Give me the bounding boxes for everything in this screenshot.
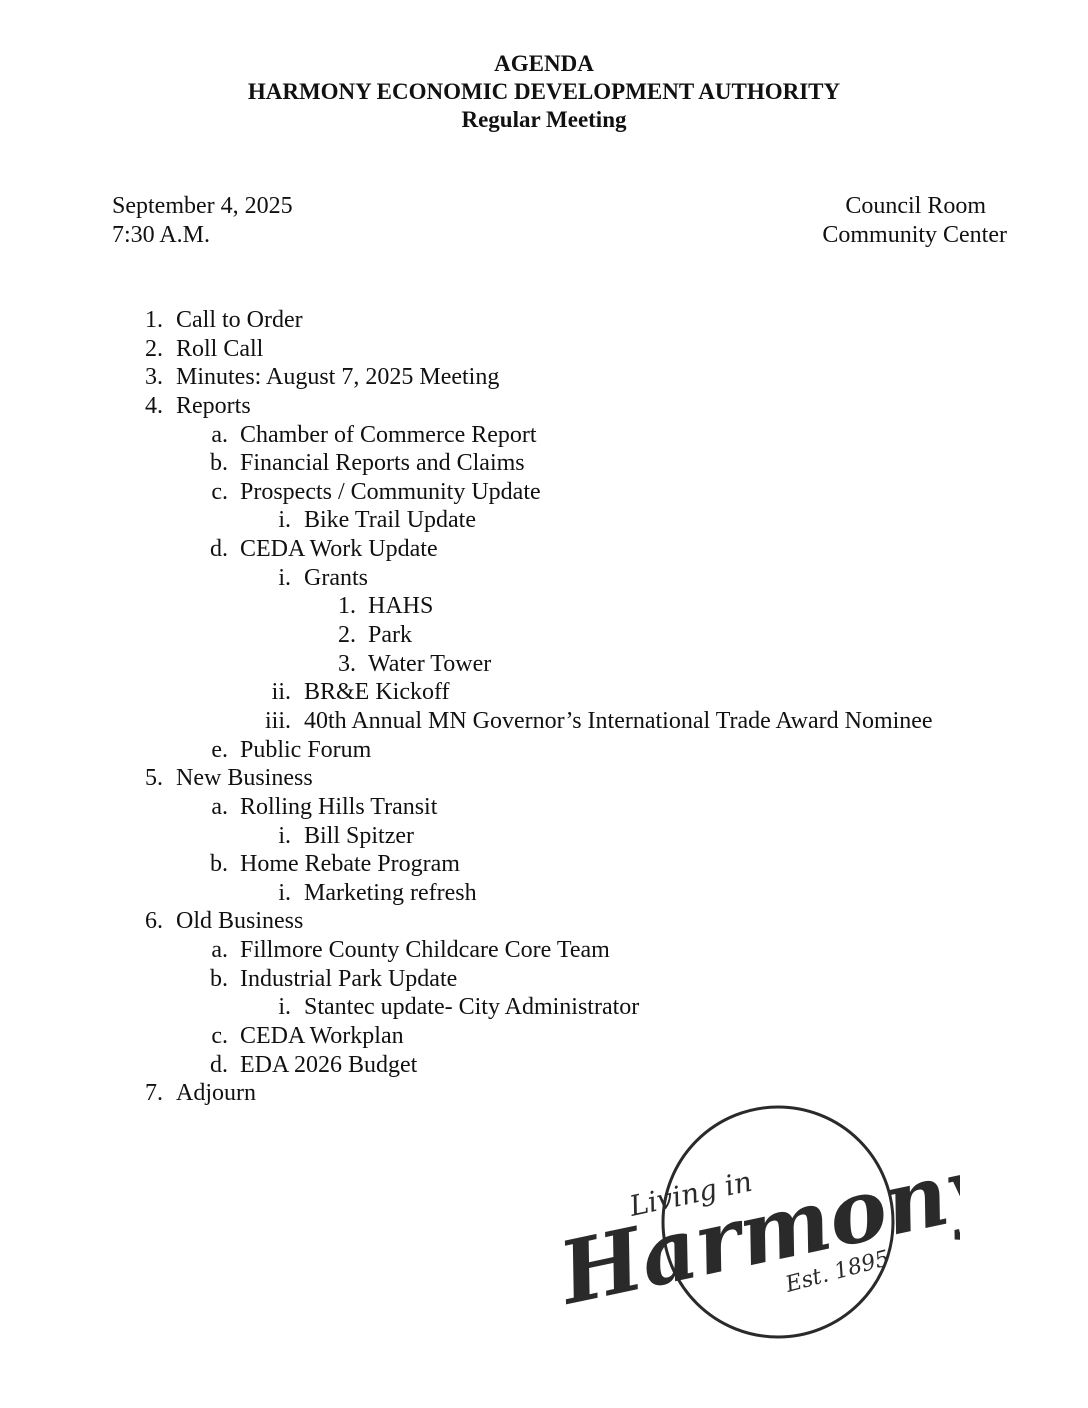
logo-main-text: Harmony	[560, 1133, 960, 1325]
agenda-item-text: Park	[368, 622, 412, 649]
agenda-item	[0, 592, 1088, 621]
agenda-item	[0, 478, 1088, 507]
agenda-item	[0, 335, 1088, 364]
agenda-item-marker: i.	[278, 994, 291, 1021]
agenda-item-marker: a.	[211, 793, 228, 820]
agenda-item	[0, 850, 1088, 879]
agenda-item-marker: 5.	[145, 765, 163, 792]
agenda-item-marker: 1.	[145, 307, 163, 333]
agenda-item	[0, 306, 1088, 335]
agenda-item-marker: i.	[278, 822, 291, 849]
meeting-type: Regular Meeting	[461, 107, 627, 132]
agenda-item-marker: c.	[211, 1023, 228, 1050]
agenda-item-text: Rolling Hills Transit	[240, 793, 438, 820]
agenda-item-text: Water Tower	[368, 650, 492, 677]
agenda-item	[0, 506, 1088, 535]
agenda-item-text: 40th Annual MN Governor’s International Trade Award Nominee	[304, 707, 933, 734]
agenda-item	[0, 993, 1088, 1022]
agenda-item-text: Minutes: August 7, 2025 Meeting	[176, 364, 500, 391]
agenda-item-text: Fillmore County Childcare Core Team	[240, 937, 610, 964]
agenda-item-marker: c.	[211, 478, 228, 505]
agenda-item-text: Roll Call	[176, 335, 264, 362]
agenda-item	[0, 621, 1088, 650]
meeting-date: September 4, 2025	[112, 193, 293, 219]
agenda-item	[0, 363, 1088, 392]
agenda-item-marker: 4.	[145, 392, 163, 419]
agenda-item	[0, 678, 1088, 707]
living-in-harmony-logo	[560, 1104, 960, 1344]
agenda-item	[0, 707, 1088, 736]
agenda-item-marker: 3.	[145, 364, 163, 391]
agenda-item	[0, 1051, 1088, 1080]
meeting-time: 7:30 A.M.	[112, 222, 211, 248]
logo-est-text: Est. 1895	[783, 1246, 893, 1298]
agenda-item-marker: 1.	[338, 593, 356, 620]
agenda-item	[0, 793, 1088, 822]
agenda-item-marker: i.	[278, 879, 291, 906]
agenda-item-text: Bill Spitzer	[304, 822, 414, 849]
logo-top-text: Living in	[626, 1164, 755, 1223]
agenda-heading: AGENDA	[494, 51, 594, 76]
agenda-item	[0, 764, 1088, 793]
agenda-item-text: Old Business	[176, 908, 304, 935]
agenda-item-marker: b.	[210, 965, 228, 992]
agenda-item-text: Stantec update- City Administrator	[304, 994, 640, 1021]
agenda-item	[0, 449, 1088, 478]
agenda-item-text: Chamber of Commerce Report	[240, 421, 537, 448]
agenda-item-text: Call to Order	[176, 307, 303, 333]
agenda-item-text: Adjourn	[176, 1080, 256, 1107]
agenda-item-marker: b.	[210, 450, 228, 477]
agenda-item-marker: d.	[210, 536, 228, 563]
agenda-item-text: Reports	[176, 392, 251, 419]
agenda-item	[0, 392, 1088, 421]
agenda-item-marker: 2.	[338, 622, 356, 649]
agenda-item-marker: 2.	[145, 335, 163, 362]
meeting-room: Council Room	[845, 193, 986, 219]
agenda-item-text: New Business	[176, 765, 313, 792]
agenda-item	[0, 421, 1088, 450]
agenda-item-marker: e.	[211, 736, 228, 763]
agenda-item-text: Grants	[304, 564, 368, 591]
agenda-item-marker: a.	[211, 421, 228, 448]
agenda-list	[0, 306, 1088, 1108]
agenda-item	[0, 1022, 1088, 1051]
agenda-item-text: Home Rebate Program	[240, 851, 460, 878]
agenda-item-marker: iii.	[264, 707, 291, 734]
agenda-item-marker: ii.	[271, 679, 291, 706]
agenda-item-text: Financial Reports and Claims	[240, 450, 525, 477]
agenda-item-text: Industrial Park Update	[240, 965, 458, 992]
agenda-item-marker: b.	[210, 851, 228, 878]
agenda-item	[0, 535, 1088, 564]
agenda-item	[0, 879, 1088, 908]
agenda-item	[0, 907, 1088, 936]
agenda-item-text: Bike Trail Update	[304, 507, 476, 534]
agenda-item-marker: 3.	[338, 650, 356, 677]
agenda-item-text: CEDA Workplan	[240, 1023, 404, 1050]
organization-name: HARMONY ECONOMIC DEVELOPMENT AUTHORITY	[247, 79, 841, 104]
agenda-item-text: Public Forum	[240, 736, 372, 763]
agenda-item-text: CEDA Work Update	[240, 536, 438, 563]
agenda-item-text: Prospects / Community Update	[240, 478, 541, 505]
agenda-item-marker: d.	[210, 1051, 228, 1078]
agenda-item	[0, 650, 1088, 679]
agenda-item-marker: i.	[278, 507, 291, 534]
agenda-item	[0, 736, 1088, 765]
agenda-item-marker: 6.	[145, 908, 163, 935]
agenda-item	[0, 564, 1088, 593]
agenda-item-marker: i.	[278, 564, 291, 591]
agenda-item-text: HAHS	[368, 593, 434, 620]
agenda-item-marker: a.	[211, 937, 228, 964]
agenda-item	[0, 965, 1088, 994]
harmony-logo-graphic	[560, 1104, 960, 1344]
agenda-item-marker: 7.	[145, 1080, 163, 1107]
agenda-item	[0, 936, 1088, 965]
agenda-item-text: Marketing refresh	[304, 879, 477, 906]
agenda-item-text: EDA 2026 Budget	[240, 1051, 418, 1078]
agenda-item	[0, 822, 1088, 851]
meeting-building: Community Center	[822, 222, 1007, 248]
agenda-item-text: BR&E Kickoff	[304, 679, 450, 706]
